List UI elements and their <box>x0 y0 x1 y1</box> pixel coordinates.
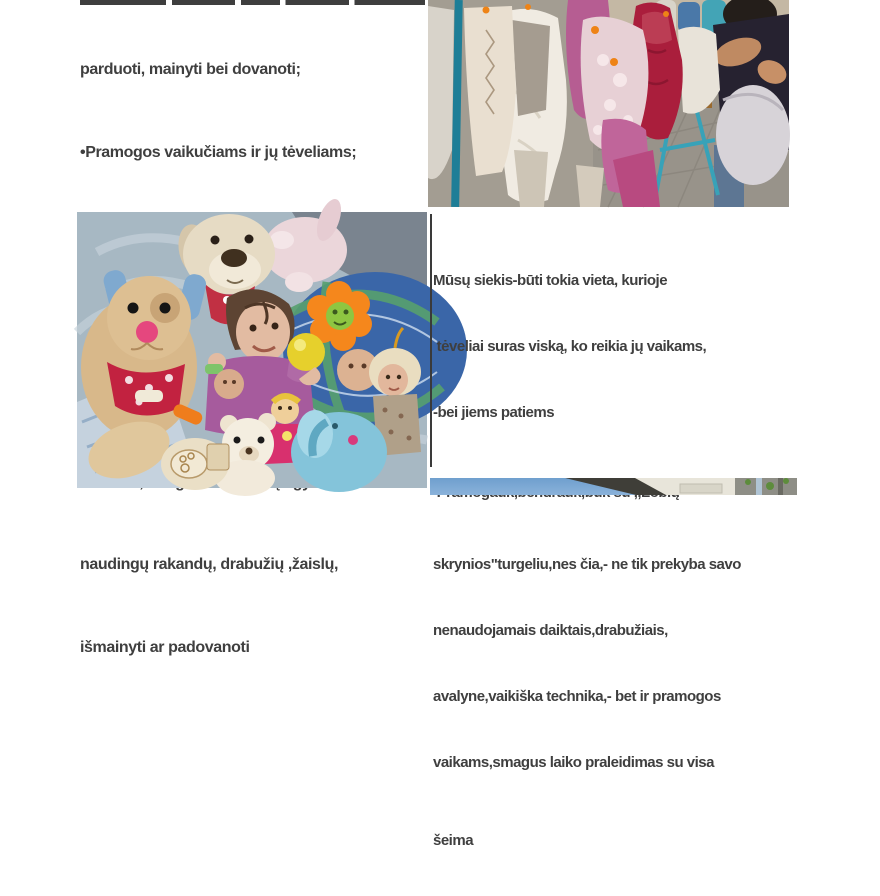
text-line: šeima <box>433 832 474 849</box>
building-sky-photo <box>430 478 797 495</box>
text-line: nenaudojamais daiktais,drabužiais, <box>433 622 668 639</box>
text-line: naudingų rakandų, drabužių ,žaislų, <box>80 556 339 573</box>
text-line: vaikams,smagus laiko praleidimas su visa <box>433 754 714 771</box>
cream-teddy-paw <box>161 438 229 490</box>
child-with-toys-photo <box>77 212 427 488</box>
ceiling-panel <box>680 484 722 493</box>
trousers-2 <box>576 165 604 207</box>
text-line: Mūsų siekis-būti tokia vieta, kurioje <box>433 272 668 289</box>
text-frame-border <box>430 214 432 467</box>
text-line: avalyne,vaikiška technika,- bet ir pramogos <box>433 688 721 705</box>
text-line: tėveliai suras viską, ko reikia jų vaikams, <box>433 338 707 355</box>
text-line: išmainyti ar padovanoti <box>80 638 250 656</box>
text-line: skrynios"turgeliu,nes čia,- ne tik prekyba savo <box>433 556 741 573</box>
right-text-block <box>433 226 863 896</box>
text-line: parduoti, mainyti bei dovanoti; <box>80 61 301 78</box>
text-line: •Pramogos vaikučiams ir jų tėveliams; <box>80 143 357 161</box>
left-garment <box>428 6 454 179</box>
text-line: -bei jiems patiems <box>433 404 555 421</box>
clothes-rack-photo <box>428 0 789 207</box>
